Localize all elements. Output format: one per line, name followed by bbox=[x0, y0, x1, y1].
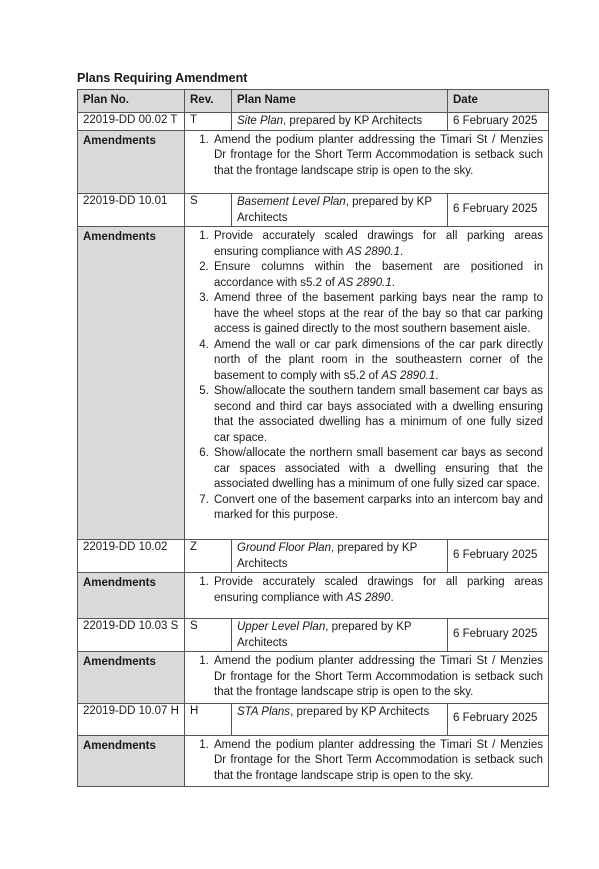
standard-reference: AS 2890 bbox=[346, 591, 391, 604]
amendment-text: Show/allocate the northern small basement car bays as second car spaces associated with a dwelling ensuring that the associated dwelling has a minimum of one fully sized car space. bbox=[214, 447, 543, 490]
amendments-label: Amendments bbox=[78, 735, 185, 787]
section-heading: Plans Requiring Amendment bbox=[77, 71, 248, 85]
plans-table bbox=[77, 89, 549, 787]
amendments-row bbox=[78, 227, 549, 540]
plan-name-prepared-by: , prepared by KP Architects bbox=[237, 621, 412, 649]
plan-revision: Z bbox=[185, 540, 232, 573]
plan-date: 6 February 2025 bbox=[448, 113, 549, 131]
plan-name-title: Ground Floor Plan bbox=[237, 542, 331, 554]
plan-name bbox=[232, 194, 448, 227]
amendment-text: Amend the podium planter addressing the Timari St / Menzies Dr frontage for the Short Term Accommodation is setback such that the frontage landscape strip is open to the sky. bbox=[214, 738, 543, 782]
plan-row bbox=[78, 540, 549, 573]
amendments-body bbox=[185, 652, 549, 704]
plan-row bbox=[78, 194, 549, 227]
column-header-plan-name: Plan Name bbox=[232, 90, 448, 113]
plan-revision: H bbox=[185, 703, 232, 735]
plan-number: 22019-DD 10.07 H bbox=[78, 703, 185, 735]
amendments-body bbox=[185, 735, 549, 787]
amendments-label: Amendments bbox=[78, 227, 185, 540]
plan-name-title: Upper Level Plan bbox=[237, 621, 326, 633]
plan-row bbox=[78, 703, 549, 735]
standard-reference: AS 2890.1 bbox=[381, 369, 436, 382]
plan-number: 22019-DD 10.01 bbox=[78, 194, 185, 227]
plan-number: 22019-DD 10.03 S bbox=[78, 619, 185, 652]
plan-row bbox=[78, 619, 549, 652]
standard-reference: AS 2890.1 bbox=[338, 276, 392, 289]
amendments-body bbox=[185, 227, 549, 540]
plan-name bbox=[232, 540, 448, 573]
amendments-list bbox=[190, 654, 543, 701]
amendment-item bbox=[212, 260, 543, 291]
standard-reference: AS 2890.1 bbox=[346, 245, 401, 258]
amendments-list bbox=[190, 133, 543, 180]
amendments-body bbox=[185, 573, 549, 619]
amendment-item bbox=[212, 575, 543, 606]
amendment-text: Amend the podium planter addressing the Timari St / Menzies Dr frontage for the Short Term Accommodation is setback such that the frontage landscape strip is open to the sky. bbox=[214, 133, 543, 177]
table-header-row bbox=[78, 90, 549, 113]
amendment-item bbox=[212, 654, 543, 701]
plan-number: 22019-DD 00.02 T bbox=[78, 113, 185, 131]
plans-table-body bbox=[78, 113, 549, 787]
plan-name bbox=[232, 113, 448, 131]
amendment-text: Amend the podium planter addressing the Timari St / Menzies Dr frontage for the Short Term Accommodation is setback such that the frontage landscape strip is open to the sky. bbox=[214, 655, 543, 698]
plan-name-title: STA Plans bbox=[237, 705, 291, 718]
amendment-item bbox=[212, 338, 543, 385]
amendment-item bbox=[212, 446, 543, 493]
plan-revision: T bbox=[185, 113, 232, 131]
amendments-body bbox=[185, 130, 549, 194]
amendment-text: Provide accurately scaled drawings for all parking areas ensuring compliance with AS 2890.1. bbox=[214, 230, 543, 258]
amendments-row bbox=[78, 652, 549, 704]
amendments-label: Amendments bbox=[78, 652, 185, 704]
amendment-item bbox=[212, 493, 543, 524]
amendment-item bbox=[212, 384, 543, 446]
amendments-list bbox=[190, 738, 543, 785]
plan-name-title: Basement Level Plan bbox=[237, 196, 346, 208]
plan-row bbox=[78, 113, 549, 131]
amendments-list bbox=[190, 229, 543, 524]
amendment-text: Amend the wall or car park dimensions of the car park directly north of the plant room in the southeastern corner of the basement to comply with s5.2 of AS 2890.1. bbox=[214, 338, 543, 382]
amendments-label: Amendments bbox=[78, 573, 185, 619]
plan-revision: S bbox=[185, 619, 232, 652]
amendment-item bbox=[212, 738, 543, 785]
plan-date: 6 February 2025 bbox=[448, 619, 549, 652]
plan-number: 22019-DD 10.02 bbox=[78, 540, 185, 573]
plan-date: 6 February 2025 bbox=[448, 703, 549, 735]
amendment-item bbox=[212, 291, 543, 338]
amendment-text: Ensure columns within the basement are positioned in accordance with s5.2 of AS 2890.1. bbox=[214, 261, 543, 289]
plan-name-prepared-by: , prepared by KP Architects bbox=[237, 542, 418, 570]
amendment-text: Show/allocate the southern tandem small basement car bays as second and third car bays associated with a dwelling ensuring that the associated dwelling has a minimum of one fully sized car space. bbox=[214, 385, 543, 444]
plan-name bbox=[232, 703, 448, 735]
amendments-row bbox=[78, 130, 549, 194]
plan-name-title: Site Plan bbox=[237, 115, 284, 127]
amendment-item bbox=[212, 229, 543, 260]
column-header-rev: Rev. bbox=[185, 90, 232, 113]
amendment-text: Convert one of the basement carparks into an intercom bay and marked for this purpose. bbox=[214, 493, 543, 521]
plan-name bbox=[232, 619, 448, 652]
column-header-date: Date bbox=[448, 90, 549, 113]
amendment-text: Amend three of the basement parking bays near the ramp to have the wheel stops at the rear of the bay so that car parking access is gained directly to the most southern basement aisle. bbox=[214, 292, 543, 335]
amendments-row bbox=[78, 735, 549, 787]
plan-revision: S bbox=[185, 194, 232, 227]
plan-date: 6 February 2025 bbox=[448, 194, 549, 227]
amendment-text: Provide accurately scaled drawings for all parking areas ensuring compliance with AS 2890. bbox=[214, 576, 543, 604]
plan-date: 6 February 2025 bbox=[448, 540, 549, 573]
plan-name-prepared-by: , prepared by KP Architects bbox=[290, 705, 430, 718]
amendments-row bbox=[78, 573, 549, 619]
amendments-label: Amendments bbox=[78, 130, 185, 194]
plan-name-prepared-by: , prepared by KP Architects bbox=[237, 196, 432, 224]
plan-name-prepared-by: , prepared by KP Architects bbox=[283, 115, 423, 127]
column-header-plan-no: Plan No. bbox=[78, 90, 185, 113]
amendment-item bbox=[212, 133, 543, 180]
amendments-list bbox=[190, 575, 543, 606]
